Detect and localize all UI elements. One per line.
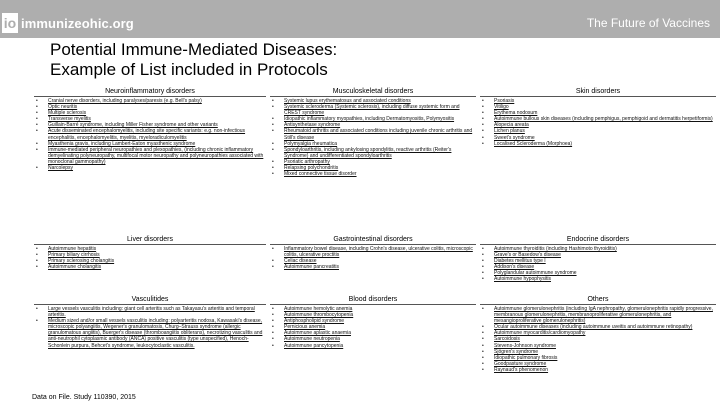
list-item: • Alopecia areata: [480, 122, 716, 128]
list-item: • Psoriatic arthropathy: [270, 159, 476, 165]
list-item: • Autoimmune myocarditis/cardiomyopathy: [480, 330, 716, 336]
section-header: Liver disorders: [34, 236, 266, 245]
slide-title-line-2: Example of List included in Protocols: [50, 60, 328, 79]
list-item: • Systemic scleroderma (Systemic sclerosis), including diffuse systemic form and CREST syndrome: [270, 104, 476, 116]
list-item: • Autoimmune hemolytic anemia: [270, 306, 476, 312]
section-blood: [270, 296, 476, 349]
section-header: Blood disorders: [270, 296, 476, 305]
list-item: • Systemic lupus erythematosus and associated conditions: [270, 98, 476, 104]
list-item: • Mixed connective tissue disorder: [270, 171, 476, 177]
slide-title: [50, 40, 470, 80]
list-item: • Primary sclerosing cholangitis: [34, 258, 266, 264]
list-item: • Idiopathic pulmonary fibrosis: [480, 355, 716, 361]
section-vasculitides: [34, 296, 266, 349]
section-header: Gastrointestinal disorders: [270, 236, 476, 245]
list-item: • Celiac disease: [270, 258, 476, 264]
list-item: • Antisynthetase syndrome: [270, 122, 476, 128]
list-item: • Autoimmune pancytopenia: [270, 343, 476, 349]
list-item: • Cranial nerve disorders, including paralyses/paresis (e.g. Bell's palsy): [34, 98, 266, 104]
section-others: [480, 296, 716, 373]
list-item: • Sweet's syndrome: [480, 135, 716, 141]
section-header: Skin disorders: [480, 88, 716, 97]
slide-title-line-1: Potential Immune-Mediated Diseases:: [50, 40, 338, 59]
section-header: Neuroinflammatory disorders: [34, 88, 266, 97]
disease-list: [34, 246, 266, 270]
disease-list: [270, 306, 476, 349]
disease-list: [270, 246, 476, 270]
section-header: Others: [480, 296, 716, 305]
list-item: • Polyglandular autoimmune syndrome: [480, 270, 716, 276]
section-liver: [34, 236, 266, 270]
brand-logo[interactable]: [2, 13, 134, 33]
section-neuroinflammatory: [34, 88, 266, 171]
list-item: • Myasthenia gravis, including Lambert-Eaton myasthenic syndrome: [34, 141, 266, 147]
list-item: • Autoimmune cholangitis: [34, 264, 266, 270]
list-item: • Grave's or Basedow's disease: [480, 252, 716, 258]
footer-citation: Data on File. Study 110390, 2015: [32, 394, 136, 401]
section-header: Vasculitides: [34, 296, 266, 305]
list-item: • Autoimmune hypophysitis: [480, 276, 716, 282]
section-header: Musculoskeletal disorders: [270, 88, 476, 97]
list-item: • Addison's disease: [480, 264, 716, 270]
list-item: • Erythema nodosum: [480, 110, 716, 116]
disease-list: [270, 98, 476, 177]
list-item: • Diabetes mellitus type I: [480, 258, 716, 264]
list-item: • Raynaud's phenomenon: [480, 367, 716, 373]
list-item: • Autoimmune thrombocytopenia: [270, 312, 476, 318]
top-banner: [0, 0, 720, 38]
disease-list: [480, 246, 716, 283]
list-item: • Localised Scleroderma (Morphoea): [480, 141, 716, 147]
list-item: • Sarcoidosis: [480, 336, 716, 342]
list-item: • Transverse myelitis: [34, 116, 266, 122]
list-item: • Acute disseminated encephalomyelitis, including site specific variants: e.g. non-infectious encephalitis, encephalomyelitis, myelitis, myeloradiculomyelitis: [34, 128, 266, 140]
list-item: • Spondyloarthritis, including ankylosing spondylitis, reactive arthritis (Reiter's Syndrome) and undifferentiated spondyloarthritis: [270, 147, 476, 159]
section-endocrine: [480, 236, 716, 283]
list-item: • Ocular autoimmune diseases (including autoimmune uveitis and autoimmune retinopathy): [480, 324, 716, 330]
list-item: • Large vessels vasculitis including: giant cell arteritis such as Takayasu's arteritis and temporal arteritis.: [34, 306, 266, 318]
list-item: • Immune-mediated peripheral neuropathies and plexopathies, (including chronic inflammatory demyelinating polyneuropathy, multifocal motor neuropathy and polyneuropathies associated with monoclonal gammopathy): [34, 147, 266, 165]
list-item: • Stevens-Johnson syndrome: [480, 343, 716, 349]
disease-list: [34, 306, 266, 349]
list-item: • Narcolepsy: [34, 165, 266, 171]
disease-list: [480, 98, 716, 147]
section-header: Endocrine disorders: [480, 236, 716, 245]
list-item: • Inflammatory bowel disease, including Crohn's disease, ulcerative colitis, microscopic colitis, ulcerative proctitis: [270, 246, 476, 258]
list-item: • Autoimmune thyroiditis (including Hashimoto thyroiditis): [480, 246, 716, 252]
tagline: The Future of Vaccines: [586, 16, 710, 30]
list-item: • Rheumatoid arthritis and associated conditions including juvenile chronic arthritis and Still's disease: [270, 128, 476, 140]
section-gastrointestinal: [270, 236, 476, 270]
logo-mark-icon: io: [3, 15, 17, 31]
list-item: • Autoimmune neutropenia: [270, 336, 476, 342]
list-item: • Polymyalgia rheumatica: [270, 141, 476, 147]
list-item: • Relapsing polychondritis: [270, 165, 476, 171]
logo-text: immunizeohic.org: [21, 15, 134, 31]
list-item: • Idiopathic inflammatory myopathies, including Dermatomyositis, Polymyositis: [270, 116, 476, 122]
list-item: • Primary biliary cirrhosis: [34, 252, 266, 258]
list-item: • Autoimmune bullous skin diseases (including pemphigus, pemphigoid and dermatitis herpetiformis): [480, 116, 716, 122]
list-item: • Psoriasis: [480, 98, 716, 104]
disease-list: [480, 306, 716, 373]
disease-list: [34, 98, 266, 171]
list-item: • Sjögren's syndrome: [480, 349, 716, 355]
list-item: • Vitiligo: [480, 104, 716, 110]
list-item: • Guillain-Barré syndrome, including Miller Fisher syndrome and other variants: [34, 122, 266, 128]
section-skin: [480, 88, 716, 147]
list-item: • Autoimmune glomerulonephritis (including IgA nephropathy, glomerulonephritis rapidly progressive, membranous glomerulonephritis, membranoproliferative glomerulonephritis, and mesangioproliferative glomerulonephritis): [480, 306, 716, 324]
list-item: • Lichen planus: [480, 128, 716, 134]
list-item: • Multiple sclerosis: [34, 110, 266, 116]
section-musculoskeletal: [270, 88, 476, 177]
list-item: • Autoimmune pancreatitis: [270, 264, 476, 270]
list-item: • Autoimmune aplastic anaemia: [270, 330, 476, 336]
list-item: • Antiphospholipid syndrome: [270, 318, 476, 324]
list-item: • Pernicious anemia: [270, 324, 476, 330]
list-item: • Optic neuritis: [34, 104, 266, 110]
list-item: • Medium sized and/or small vessels vasculitis including: polyarteritis nodosa, Kawasaki's disease, microscopic polyangiitis, Wegener's granulomatosis, Churg–Strauss syndrome (allergic granulomatous angiitis), Buerger's disease (thromboangiitis obliterans), necrotizing vasculitis and anti-neutrophil cytoplasmic antibody (ANCA) positive vasculitis (type unspecified), Henoch-Schonlein purpura, Behcet's syndrome, leukocytoclastic vasculitis.: [34, 318, 266, 348]
list-item: • Goodpasture syndrome: [480, 361, 716, 367]
list-item: • Autoimmune hepatitis: [34, 246, 266, 252]
